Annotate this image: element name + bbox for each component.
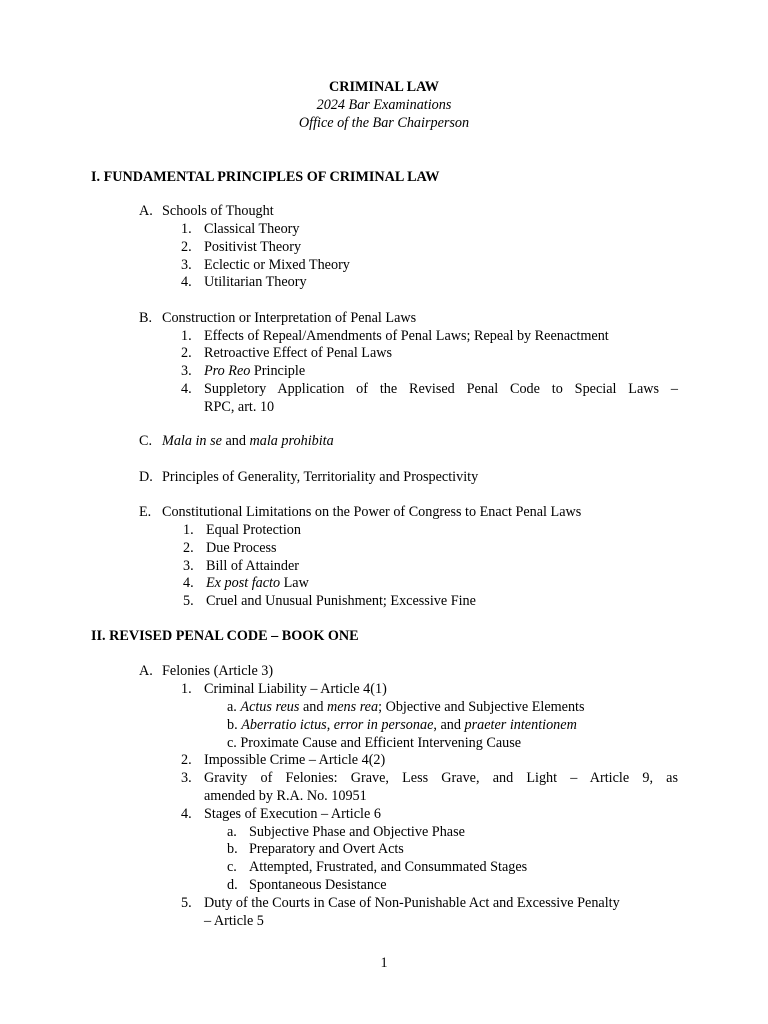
list-heading: Felonies (Article 3): [162, 663, 274, 679]
list-number: 3.: [183, 558, 194, 574]
list-item: Stages of Execution – Article 6: [204, 806, 381, 822]
list-number: 2.: [183, 540, 194, 556]
sub-item: a. Actus reus and mens rea; Objective and Subjective Elements: [227, 699, 585, 715]
list-number: 1.: [181, 328, 192, 344]
section-1-heading: I. FUNDAMENTAL PRINCIPLES OF CRIMINAL LAW: [91, 169, 440, 185]
list-heading: Mala in se and mala prohibita: [162, 433, 334, 449]
sub-item: Spontaneous Desistance: [249, 877, 387, 893]
list-item: Due Process: [206, 540, 277, 556]
list-number: 1.: [181, 681, 192, 697]
list-number: 2.: [181, 239, 192, 255]
list-number: 1.: [183, 522, 194, 538]
list-item: Bill of Attainder: [206, 558, 299, 574]
list-item: Pro Reo Principle: [204, 363, 306, 379]
document-office: Office of the Bar Chairperson: [298, 115, 470, 131]
list-number: 4.: [181, 274, 192, 290]
list-number: 4.: [181, 381, 192, 397]
sub-item: Preparatory and Overt Acts: [249, 841, 404, 857]
list-heading: Constitutional Limitations on the Power of Congress to Enact Penal Laws: [162, 504, 582, 520]
list-number: 5.: [183, 593, 194, 609]
list-item: Classical Theory: [204, 221, 300, 237]
list-item-continuation: – Article 5: [204, 913, 264, 929]
list-marker: E.: [139, 504, 152, 520]
sub-marker: b.: [227, 841, 238, 857]
list-item: Effects of Repeal/Amendments of Penal Laws; Repeal by Reenactment: [204, 328, 609, 344]
list-item: Eclectic or Mixed Theory: [204, 257, 350, 273]
sub-item: b. Aberratio ictus, error in personae, and praeter intentionem: [227, 717, 577, 733]
list-item: Retroactive Effect of Penal Laws: [204, 345, 393, 361]
list-item: Duty of the Courts in Case of Non-Punishable Act and Excessive Penalty: [204, 895, 620, 911]
list-heading: Principles of Generality, Territoriality and Prospectivity: [162, 469, 479, 485]
sub-marker: a.: [227, 824, 237, 840]
list-item: Utilitarian Theory: [204, 274, 307, 290]
page-number: 1: [380, 955, 388, 971]
list-number: 5.: [181, 895, 192, 911]
list-item-continuation: RPC, art. 10: [204, 399, 275, 415]
sub-item: c. Proximate Cause and Efficient Intervening Cause: [227, 735, 522, 751]
sub-item: Attempted, Frustrated, and Consummated Stages: [249, 859, 528, 875]
list-item: Criminal Liability – Article 4(1): [204, 681, 387, 697]
list-number: 4.: [181, 806, 192, 822]
list-item: Equal Protection: [206, 522, 301, 538]
list-item: Gravity of Felonies: Grave, Less Grave, and Light – Article 9, as: [204, 770, 678, 786]
list-number: 2.: [181, 345, 192, 361]
list-number: 4.: [183, 575, 194, 591]
list-item-continuation: amended by R.A. No. 10951: [204, 788, 367, 804]
list-item: Cruel and Unusual Punishment; Excessive Fine: [206, 593, 476, 609]
sub-item: Subjective Phase and Objective Phase: [249, 824, 465, 840]
list-item: Ex post facto Law: [206, 575, 309, 591]
list-marker: A.: [139, 663, 153, 679]
list-number: 3.: [181, 257, 192, 273]
sub-marker: d.: [227, 877, 238, 893]
section-2-heading: II. REVISED PENAL CODE – BOOK ONE: [91, 628, 359, 644]
list-number: 2.: [181, 752, 192, 768]
list-number: 3.: [181, 363, 192, 379]
list-number: 3.: [181, 770, 192, 786]
list-marker: D.: [139, 469, 153, 485]
list-item: Positivist Theory: [204, 239, 302, 255]
document-subtitle: 2024 Bar Examinations: [316, 97, 452, 113]
document-title: CRIMINAL LAW: [329, 79, 439, 95]
list-item: Suppletory Application of the Revised Penal Code to Special Laws –: [204, 381, 678, 397]
list-heading: Construction or Interpretation of Penal Laws: [162, 310, 417, 326]
list-marker: B.: [139, 310, 153, 326]
list-number: 1.: [181, 221, 192, 237]
list-item: Impossible Crime – Article 4(2): [204, 752, 386, 768]
list-marker: C.: [139, 433, 153, 449]
list-heading: Schools of Thought: [162, 203, 274, 219]
list-marker: A.: [139, 203, 153, 219]
sub-marker: c.: [227, 859, 237, 875]
